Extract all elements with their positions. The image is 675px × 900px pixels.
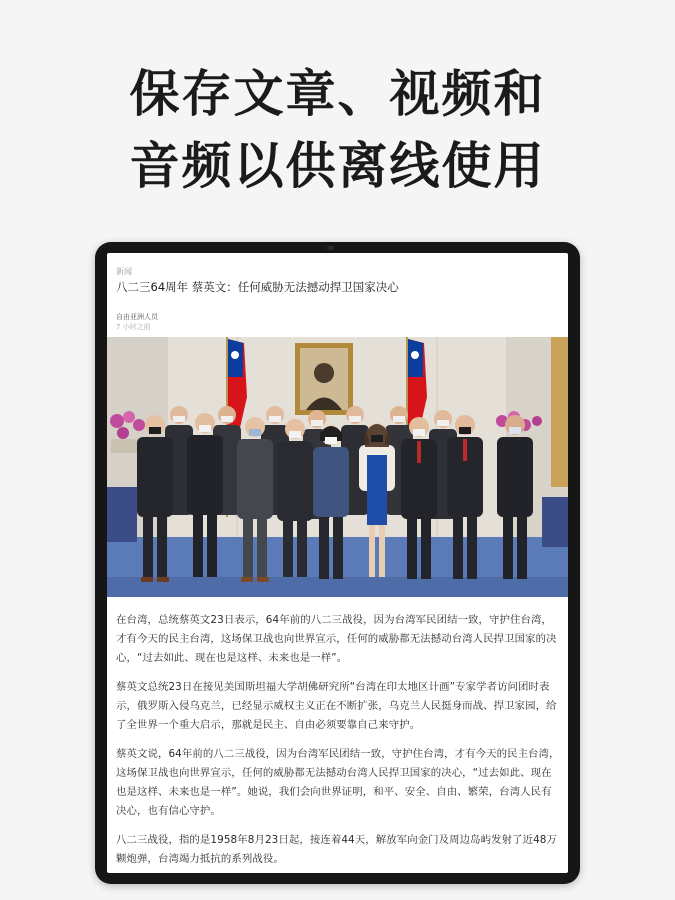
article-author[interactable]: 自由亚洲人员 [116, 313, 158, 321]
article-paragraph: 蔡英文说，64年前的八二三战役，因为台湾军民团结一致，守护住台湾，才有今天的民主台湾，这场保卫战也向世界宣示，任何的威胁都无法撼动台湾人民捍卫国家的决心，“过去如此、现在也是这样、未来也是一样”。她说，我们会向世界证明，和平、安全、自由、繁荣，台湾人民有决心，也有信心守护。 [116, 748, 560, 817]
headline-line-2: 音频以供离线使用 [129, 137, 546, 195]
promo-headline [0, 58, 675, 202]
article-category[interactable]: 新闻 [116, 267, 132, 276]
article-header [107, 253, 568, 333]
article-title: 八二三64周年 蔡英文：任何威胁无法撼动捍卫国家决心 [116, 280, 399, 294]
article-paragraph: 蔡英文总统23日在接见美国斯坦福大学胡佛研究所“台湾在印太地区计画”专家学者访问团时表示，俄罗斯入侵乌克兰，已经显示威权主义正在不断扩张，乌克兰人民挺身而战、捍卫家园，给了全世界一个重大启示，那就是民主、自由必须要靠自己来守护。 [116, 681, 557, 731]
article-photo[interactable] [107, 337, 568, 597]
article-paragraph: 在台湾，总统蔡英文23日表示，64年前的八二三战役，因为台湾军民团结一致，守护住台湾，才有今天的民主台湾，这场保卫战也向世界宣示，任何的威胁都无法撼动台湾人民捍卫国家的决心，“过去如此、现在也是这样、未来也是一样”。 [116, 614, 557, 664]
group-photo-image [107, 337, 568, 597]
portrait-icon [295, 343, 353, 415]
headline-line-1: 保存文章、视频和 [129, 65, 546, 123]
article-paragraph: 八二三战役，指的是1958年8月23日起，接连着44天，解放军向金门及周边岛屿发射了近48万颗炮弹，台湾竭力抵抗的系列战役。 [116, 834, 557, 865]
article-screen[interactable] [107, 253, 568, 873]
article-timestamp: 7 小时之前 [116, 323, 151, 331]
camera-icon [327, 246, 334, 250]
article-body [116, 611, 562, 873]
